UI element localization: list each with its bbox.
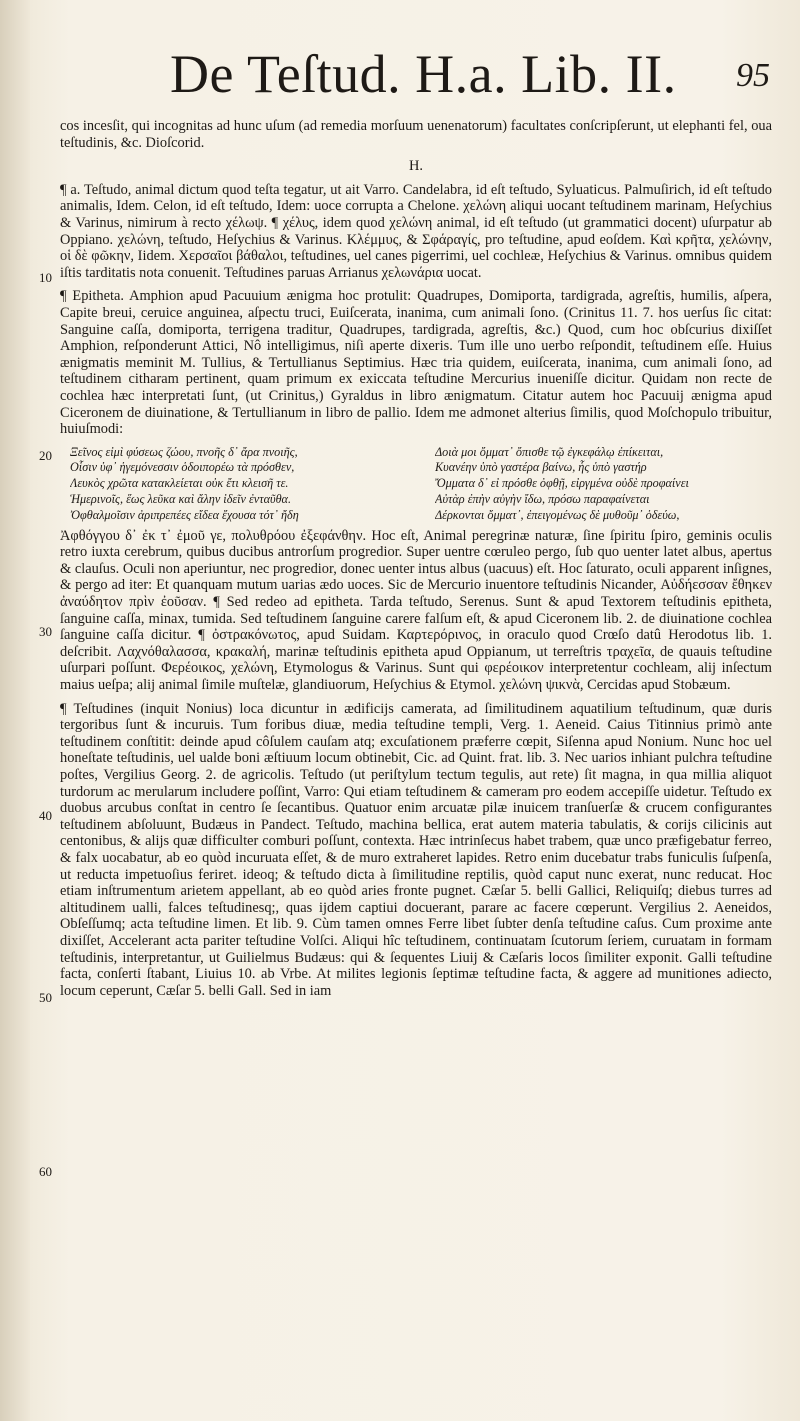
intro-paragraph: cos incesſit, qui incognitas ad hunc uſum (ad remedia morſuum uenenatorum) facultates conſcripſerunt, ut elephanti fel, oua teſtudinis, &c. Dioſcorid. [60, 118, 772, 151]
page-gutter [0, 0, 30, 1421]
line-number: 10 [39, 270, 52, 285]
folio-number: 95 [736, 57, 770, 94]
line-number: 40 [39, 808, 52, 823]
page-header [170, 42, 770, 112]
paragraph-translation: Ἀφθόγγου δ᾽ ἐκ τ᾽ ἐμοῦ γε, πολυθρόου ἐξεφάνθην. Hoc eſt, Animal peregrinæ naturæ, ſine ſpiritu ſpiro, geminis oculis retro iuxta cerebrum, quibus ducibus antrorſum progredior. Super uentre cœruleo pergo, ſub quo uenter latet albus, apertus & clauſus. Oculi non aperiuntur, nec progredior, donec uenter intus albus (uacuus) eſt. Hoc ſaturato, oculi apparent inſignes, & pergo ad iter: Et quanquam mutum uarias ædo uoces. Sic de Mercurio inuentore teſtudinis Nicander, Αὐδήεσσαν ἔθηκεν ἀναύδητον πρὶν ἐοῦσαν. ¶ Sed redeo ad epitheta. Tarda teſtudo, Serenus. Sunt & apud Textorem teſtudinis epitheta, ſanguine caſſa, minax, tumida. Sed teſtudinem ſanguine carere falſum eſt, & apud Ciceronem lib. 2. de diuinatione cochlea ſanguine caſſa dicitur. ¶ ὀστρακόνωτος, apud Suidam. Καρτερόρινος, in oraculo quod Crœſo datû Herodotus lib. 1. deſcribit. Λαχνόθαλασσα, κρακαλή, marinæ teſtudinis epitheta apud Oppianum, ut terreſtris τραχεῖα, de quauis teſtudine uſurpari poſſunt. Φερέοικος, χελώνη, Etymologus & Varinus. Sunt qui φερέοικον interpretentur cochleam, alij inſectum maius ueſpa; alij animal ſimile muſtelæ, glandiuorum, Heſychius & Etymol. χελώνη ψικνὰ, Cercidas apud Stobæum. [60, 527, 772, 694]
verse-line: Δοιὰ μοι ὄμματ᾽ ὄπισθε τῷ ἐγκεφάλῳ ἐπίκειται, [435, 444, 664, 459]
greek-verses [70, 445, 772, 524]
verse-line: Κυανέην ὑπὸ γαστέρα βαίνω, ἧς ὑπὸ γαστήρ [435, 460, 647, 475]
verse-line: Ὄμματα δ᾽ εἰ πρόσθε ὀφθῇ, εἰργμένα οὐδὲ προφαίνει [435, 476, 689, 491]
verse-line: Ὀφθαλμοῖσιν ἀριπρεπέες εἴδεα ἔχουσα τότ᾽ ἤδη [70, 507, 299, 522]
verse-line: Λευκὸς χρῶτα κατακλείεται οὐκ ἔτι κλεισῆ τε. [70, 476, 289, 491]
verse-line: Δέρκονται ὄμματ᾽, ἐπειγομένως δὲ μυθοῦμ᾽ ὁδεύω, [435, 507, 680, 522]
verse-line: Οἷσιν ὑφ᾽ ἡγεμόνεσσιν ὁδοιπορέω τὰ πρόσθεν, [70, 460, 295, 475]
section-heading: H. [409, 158, 423, 175]
paragraph-epitheta: ¶ Epitheta. Amphion apud Pacuuium ænigma hoc protulit: Quadrupes, Domiporta, tardigrada, agreſtis, humilis, aſpera, Capite breui, ceruice anguinea, aſpectu truci, Euiſcerata, inanima, cum animali ſono. (Crinitus 11. 7. hos uerſus ſic citat: Sanguine caſſa, domiporta, terrigena traditur, Quadrupes, tardigrada, agreſtis, &c.) Quod, cum hoc obſcurius dixiſſet Amphion, reſponderunt Attici, Nô intelligimus, niſi aperte dixeris. Tum ille uno uerbo reſpondit, teſtudinem eſſe. Huius ænigmatis meminit M. Tullius, & Tertullianus Septimius. Hæc tria quidem, euiſcerata, inanima, cum animali ſono, ad teſtudinem citharam pertinent, quam primum ex exiccata teſtudine Mercurius inueniſſe dicitur. Quidam non recte de cochlea hæc interpretati ſunt, (ut Crinitus,) Gyraldus in libro ænigmatum. Citatur autem hoc Pacuuij ænigma apud Ciceronem de diuinatione, & Tertullianum in libro de pallio. Idem me admonet alterius ſimilis, quod Moſchopulo tribuitur, huiuſmodi: [60, 288, 772, 438]
paragraph-testudines: ¶ Teſtudines (inquit Nonius) loca dicuntur in ædificijs camerata, ad ſimilitudinem aquatilium teſtudinum, quæ duris tergoribus ſunt & incuruis. Tum foribus diuæ, media teſtudine templi, Verg. 1. Aeneid. Caius Titinnius primò ante teſtudinem conſtitit: deinde apud côſulem cauſam atq; excuſationem præferre cœpit, Siſenna apud Nonium. Nunc hoc uel honeſtate teſtudinis, uel ualde boni æſtiuum locum obtinebit, Cic. ad Quint. frat. lib. 3. Nec uarios inhiant pulchra teſtudine poſtes, Vergilius Georg. 2. de agricolis. Teſtudo (ut periſtylum tectum tegulis, aut rete) ſit magna, in qua millia aliquot turdorum ac merularum includere poſſint, Varro: Qui etiam teſtudinem & cameram pro eodem accepiſſe uidetur. Teſtudo ex duobus arcubus conſtat in centro ſe ſecantibus. Quatuor enim arcuatæ pilæ inuicem tranſuerſæ & crucem configurantes teſtudinem abſoluunt, Budæus in Pandect. Teſtudo, machina bellica, erat autem materia tabulatis, & corijs cilicinis aut centonibus, & alijs quæ difficulter comburi poſſunt, contexta. Hæc intrinſecus habet trabem, quæ unco præfigebatur ferreo, & falx uocabatur, ab eo quòd incuruata eſſet, & de muro extraheret lapides. Retro enim ducebatur trabs funiculis ſuſpenſa, ut reducta impetuoſius feriret. ideoq; & teſtudo dicta à ſimilitudine reptilis, quòd caput nunc exerat, nunc reducat. Hoc etiam inſtrumentum arietem appellant, ab eo quòd aries fronte pugnet. Cæſar 5. belli Gallici, Reliquiſq; diebus turres ad altitudinem ualli, falces teſtudinesq;, quas ijdem captiui docuerant, parare ac facere cœperunt. Vergilius 2. Aeneidos, Obſeſſumq; acta teſtudine limen. Et lib. 9. Cùm tamen omnes Ferre libet ſubter denſa teſtudine caſus. Cum proxime ante dixiſſet, Accelerant acta pariter teſtudine Volſci. Aliqui hîc teſtudinem, continuatam ſcutorum ſeriem, curuatam in formam teſtudinis, interpretantur, ut Guilielmus Budæus: qui & ſequentes Liuij & Cæſaris locos ſimiliter exponit. Galli teſtudine facta, conſerti ſtabant, Liuius 10. ab Vrbe. At milites legionis ſeptimæ teſtudine facta, & aggere ad munitiones adiecto, locum ceperunt, Cæſar 5. belli Gall. Sed in iam [60, 700, 772, 999]
running-title: De Teſtud. H.a. Lib. II. [170, 44, 677, 104]
paragraph-names: ¶ a. Teſtudo, animal dictum quod teſta tegatur, ut ait Varro. Candelabra, id eſt teſtudo, Syluaticus. Palmuſirich, id eſt teſtudo animalis, Idem. Celon, id eſt teſtudo, Idem: uoce corrupta a Chelone. χελώνη aliqui uocant teſtudinem marinam, Heſychius & Varinus, nimirum à recto χέλωψ. ¶ χέλυς, idem quod χελώνη animal, id eſt teſtudo (ut grammatici docent) uſurpatur ab Oppiano. χελώνη, teſtudo, Heſychius & Varinus. Κλέμμυς, & Σφάραγίς, pro teſtudine, apud eoſdem. Καὶ κρῆτα, χελώνην, οἱ δὲ φῶκην, Iidem. Χερσαῖοι βάθαλοι, teſtudines, uel canes pigerrimi, uel cochleæ, Heſychius & Varinus. omnibus quidem iſtis tarditatis nota conuenit. Teſtudines paruas Arrianus χελωνάρια uocat. [60, 181, 772, 281]
line-number: 60 [39, 1164, 52, 1179]
line-number: 30 [39, 624, 52, 639]
verse-line: Ξεῖνος εἰμὶ φύσεως ζώου, πνοῆς δ᾽ ἄρα πνοιῆς, [70, 444, 298, 459]
verse-line: Ἡμερινοῖς, ἕως λεῦκα καὶ ἄλην ἰδεῖν ἐνταῦθα. [70, 492, 291, 507]
verse-line: Αὐτὰρ ἐπὴν αὐγὴν ἴδω, πρόσω παραφαίνεται [435, 492, 650, 507]
text-body [39, 118, 772, 1179]
line-number: 50 [39, 990, 52, 1005]
line-number: 20 [39, 448, 52, 463]
